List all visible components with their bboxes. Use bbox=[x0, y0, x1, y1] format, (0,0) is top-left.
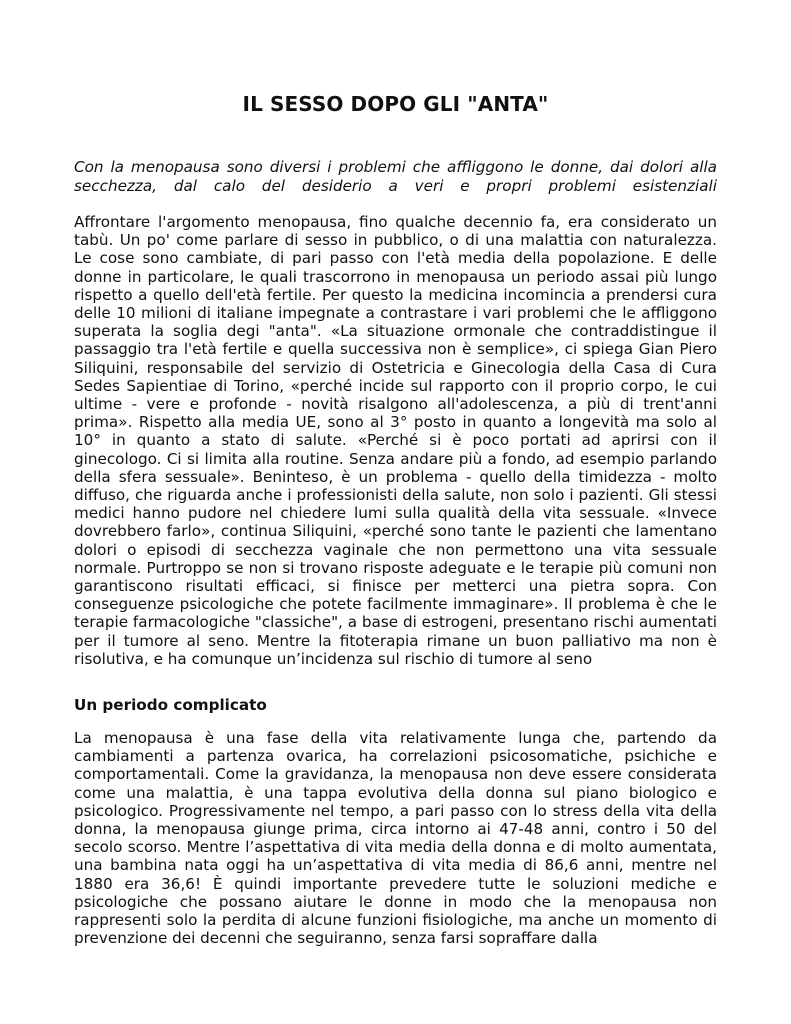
body-paragraph-2: La menopausa è una fase della vita relativamente lunga che, partendo da cambiamenti a partenza ovarica, ha correlazioni psicosomatiche, psichiche e comportamentali. Come la gravidanza, la menopausa non deve essere considerata come una malattia, è una tappa evolutiva della donna sul piano biologico e psicologico. Progressivamente nel tempo, a pari passo con lo stress della vita della donna, la menopausa giunge prima, circa intorno ai 47-48 anni, contro i 50 del secolo scorso. Mentre l’aspettativa di vita media della donna e di molto aumentata, una bambina nata oggi ha un’aspettativa di vita media di 86,6 anni, mentre nel 1880 era 36,6! È quindi importante prevedere tutte le soluzioni mediche e psicologiche che possano aiutare le donne in modo che la menopausa non rappresenti solo la perdita di alcune funzioni fisiologiche, ma anche un momento di prevenzione dei decenni che seguiranno, senza farsi sopraffare dalla bbox=[74, 729, 717, 948]
section-heading: Un periodo complicato bbox=[74, 696, 267, 714]
document-subtitle: Con la menopausa sono diversi i problemi che affliggono le donne, dai dolori alla secchezza, dal calo del desiderio a veri e propri problemi esistenziali bbox=[74, 158, 717, 195]
body-paragraph-1: Affrontare l'argomento menopausa, fino qualche decennio fa, era considerato un tabù. Un po' come parlare di sesso in pubblico, o di una malattia con naturalezza. Le cose sono cambiate, di pari passo con l'età media della popolazione. E delle donne in particolare, le quali trascorrono in menopausa un periodo assai più lungo rispetto a quello dell'età fertile. Per questo la medicina incomincia a prendersi cura delle 10 milioni di italiane impegnate a contrastare i vari problemi che le affliggono superata la soglia degi "anta". «La situazione ormonale che contraddistingue il passaggio tra l'età fertile e quella successiva non è semplice», ci spiega Gian Piero Siliquini, responsabile del servizio di Ostetricia e Ginecologia della Casa di Cura Sedes Sapientiae di Torino, «perché incide sul rapporto con il proprio corpo, le cui ultime - vere e profonde - novità risalgono all'adolescenza, a più di trent'anni prima». Rispetto alla media UE, sono al 3° posto in quanto a longevità ma solo al 10° in quanto a stato di salute. «Perché si è poco portati ad aprirsi con il ginecologo. Ci si limita alla routine. Senza andare più a fondo, ad esempio parlando della sfera sessuale». Beninteso, è un problema - quello della timidezza - molto diffuso, che riguarda anche i professionisti della salute, non solo i pazienti. Gli stessi medici hanno pudore nel chiedere lumi sulla qualità della vita sessuale. «Invece dovrebbero farlo», continua Siliquini, «perché sono tante le pazienti che lamentano dolori o episodi di secchezza vaginale che non permettono una vita sessuale normale. Purtroppo se non si trovano risposte adeguate e le terapie più comuni non garantiscono risultati efficaci, si finisce per metterci una pietra sopra. Con conseguenze psicologiche che potete facilmente immaginare». Il problema è che le terapie farmacologiche "classiche", a base di estrogeni, presentano rischi aumentati per il tumore al seno. Mentre la fitoterapia rimane un buon palliativo ma non è risolutiva, e ha comunque un’incidenza sul rischio di tumore al seno bbox=[74, 213, 717, 668]
document-title: IL SESSO DOPO GLI "ANTA" bbox=[242, 92, 549, 116]
